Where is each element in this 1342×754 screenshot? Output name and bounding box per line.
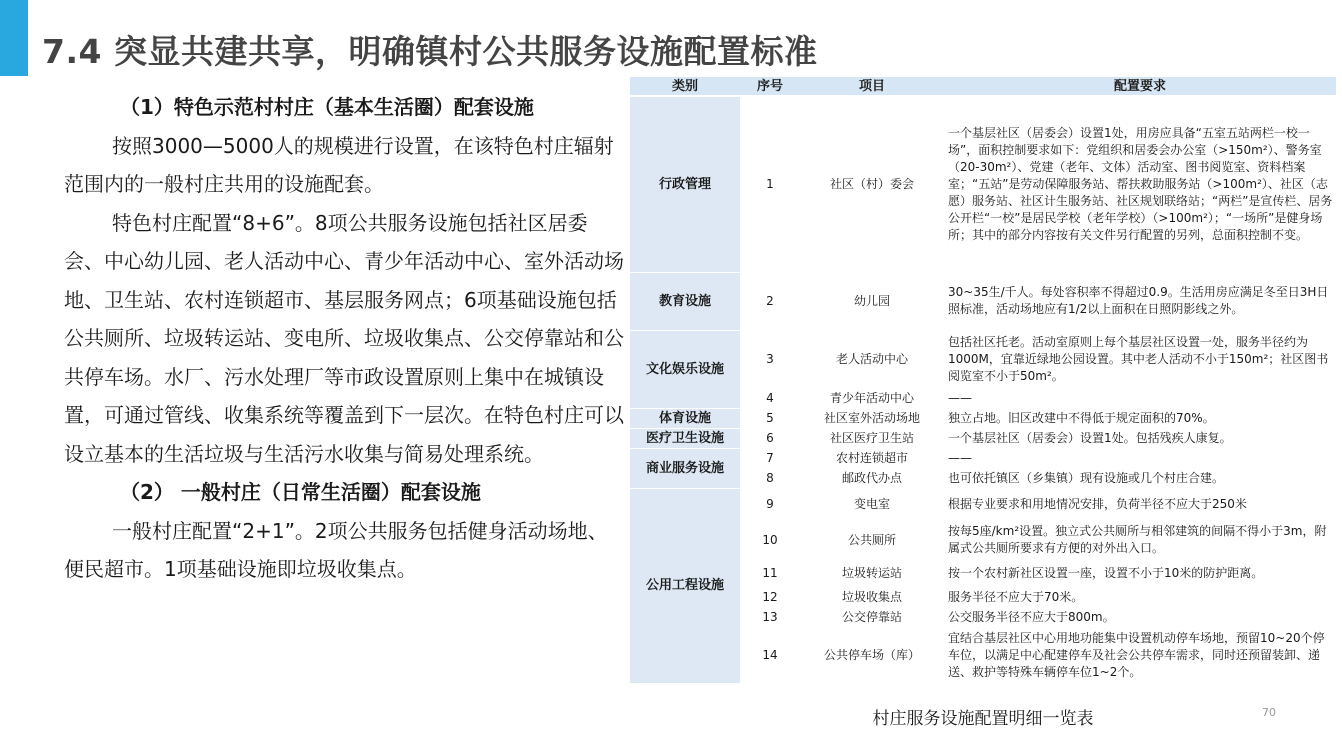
paragraph-2: 特色村庄配置“8+6”。8项公共服务设施包括社区居委会、中心幼儿园、老人活动中心、青少年活动中心、室外活动场地、卫生站、农村连锁超市、基层服务网点；6项基础设施包括公共厕所、垃圾转运站、变电所、垃圾收集点、公交停靠站和公共停车场。水厂、污水处理厂等市政设置原则上集中在城镇设置，可通过管线、收集系统等覆盖到下一层次。在特色村庄可以设立基本的生活垃圾与生活污水收集与简易处理系统。 [64,210,624,466]
category-cell: 公用工程设施 [630,488,740,683]
page-number: 70 [1262,706,1276,719]
row-number: 1 [740,96,800,272]
row-requirement: 按每5座/km²设置。独立式公共厕所与相邻建筑的间隔不得小于3m，附属式公共厕所要求有方便的对外出入口。 [944,520,1336,560]
table-row [630,272,1336,330]
row-number: 11 [740,560,800,587]
row-item: 公交停靠站 [800,607,944,627]
paragraph-1: 按照3000—5000人的规模进行设置，在该特色村庄辐射范围内的一般村庄共用的设施配套。 [64,133,614,196]
row-number: 12 [740,587,800,607]
category-cell: 教育设施 [630,272,740,330]
row-number: 14 [740,627,800,683]
row-item: 变电室 [800,488,944,520]
row-number: 3 [740,330,800,388]
table-caption: 村庄服务设施配置明细一览表 [872,709,1094,729]
category-cell: 文化娱乐设施 [630,330,740,408]
row-requirement: 宜结合基层社区中心用地功能集中设置机动停车场地，预留10~20个停车位，以满足中心配建停车及社会公共停车需求，同时还预留装卸、递送、救护等特殊车辆停车位1~2个。 [944,627,1336,683]
row-item: 老人活动中心 [800,330,944,388]
row-number: 13 [740,607,800,627]
section-heading-2: （2） 一般村庄（日常生活圈）配套设施 [120,480,481,504]
row-number: 10 [740,520,800,560]
row-item: 公共厕所 [800,520,944,560]
row-requirement: 根据专业要求和用地情况安排，负荷半径不应大于250米 [944,488,1336,520]
body-text [64,88,626,589]
table-row [630,408,1336,428]
row-item: 社区医疗卫生站 [800,428,944,448]
row-item: 邮政代办点 [800,468,944,488]
section-heading-1: （1）特色示范村村庄（基本生活圈）配套设施 [120,95,534,119]
row-item: 农村连锁超市 [800,448,944,468]
header-item: 项目 [800,77,944,96]
category-cell: 商业服务设施 [630,448,740,488]
row-number: 7 [740,448,800,468]
page-title: 7.4 突显共建共享，明确镇村公共服务设施配置标准 [42,32,818,71]
row-number: 4 [740,388,800,408]
table-row [630,96,1336,272]
row-requirement: 服务半径不应大于70米。 [944,587,1336,607]
facility-table-container [630,77,1336,683]
row-number: 9 [740,488,800,520]
row-requirement: 30~35生/千人。每处容积率不得超过0.9。生活用房应满足冬至日3H日照标准，活动场地应有1/2以上面积在日照阴影线之外。 [944,272,1336,330]
row-item: 垃圾转运站 [800,560,944,587]
header-requirement: 配置要求 [944,77,1336,96]
accent-bar [0,0,28,76]
table-row [630,428,1336,448]
facility-table [630,77,1336,683]
row-requirement: 也可依托镇区（乡集镇）现有设施或几个村庄合建。 [944,468,1336,488]
row-item: 社区室外活动场地 [800,408,944,428]
table-row [630,488,1336,520]
table-row [630,448,1336,468]
row-requirement: 公交服务半径不应大于800m。 [944,607,1336,627]
row-item: 青少年活动中心 [800,388,944,408]
row-requirement: 按一个农村新社区设置一座，设置不小于10米的防护距离。 [944,560,1336,587]
row-requirement: 包括社区托老。活动室原则上每个基层社区设置一处，服务半径约为1000M，宜靠近绿地公园设置。其中老人活动不小于150m²；社区图书阅览室不小于50m²。 [944,330,1336,388]
row-requirement: —— [944,448,1336,468]
category-cell: 医疗卫生设施 [630,428,740,448]
header-number: 序号 [740,77,800,96]
row-requirement: 一个基层社区（居委会）设置1处，用房应具备“五室五站两栏一校一场”，面积控制要求如下：党组织和居委会办公室（>150m²）、警务室（20-30m²）、党建（老年、文体）活动室、图书阅览室、资料档案室；“五站”是劳动保障服务站、帮扶救助服务站（>100m²）、社区（志愿）服务站、社区计生服务站、社区规划联络站；“两栏”是宣传栏、居务公开栏“一校”是居民学校（老年学校）（>100m²）；“一场所”是健身场所；其中的部分内容按有关文件另行配置的另列，总面积控制不变。 [944,96,1336,272]
category-cell: 行政管理 [630,96,740,272]
row-number: 6 [740,428,800,448]
table-row [630,330,1336,388]
category-cell: 体育设施 [630,408,740,428]
paragraph-3: 一般村庄配置“2+1”。2项公共服务包括健身活动场地、便民超市。1项基础设施即垃圾收集点。 [64,518,608,581]
row-requirement: 独立占地。旧区改建中不得低于规定面积的70%。 [944,408,1336,428]
row-item: 垃圾收集点 [800,587,944,607]
row-item: 公共停车场（库） [800,627,944,683]
row-number: 8 [740,468,800,488]
row-item: 社区（村）委会 [800,96,944,272]
row-number: 2 [740,272,800,330]
row-item: 幼儿园 [800,272,944,330]
row-requirement: —— [944,388,1336,408]
header-category: 类别 [630,77,740,96]
row-requirement: 一个基层社区（居委会）设置1处。包括残疾人康复。 [944,428,1336,448]
row-number: 5 [740,408,800,428]
table-header-row [630,77,1336,96]
